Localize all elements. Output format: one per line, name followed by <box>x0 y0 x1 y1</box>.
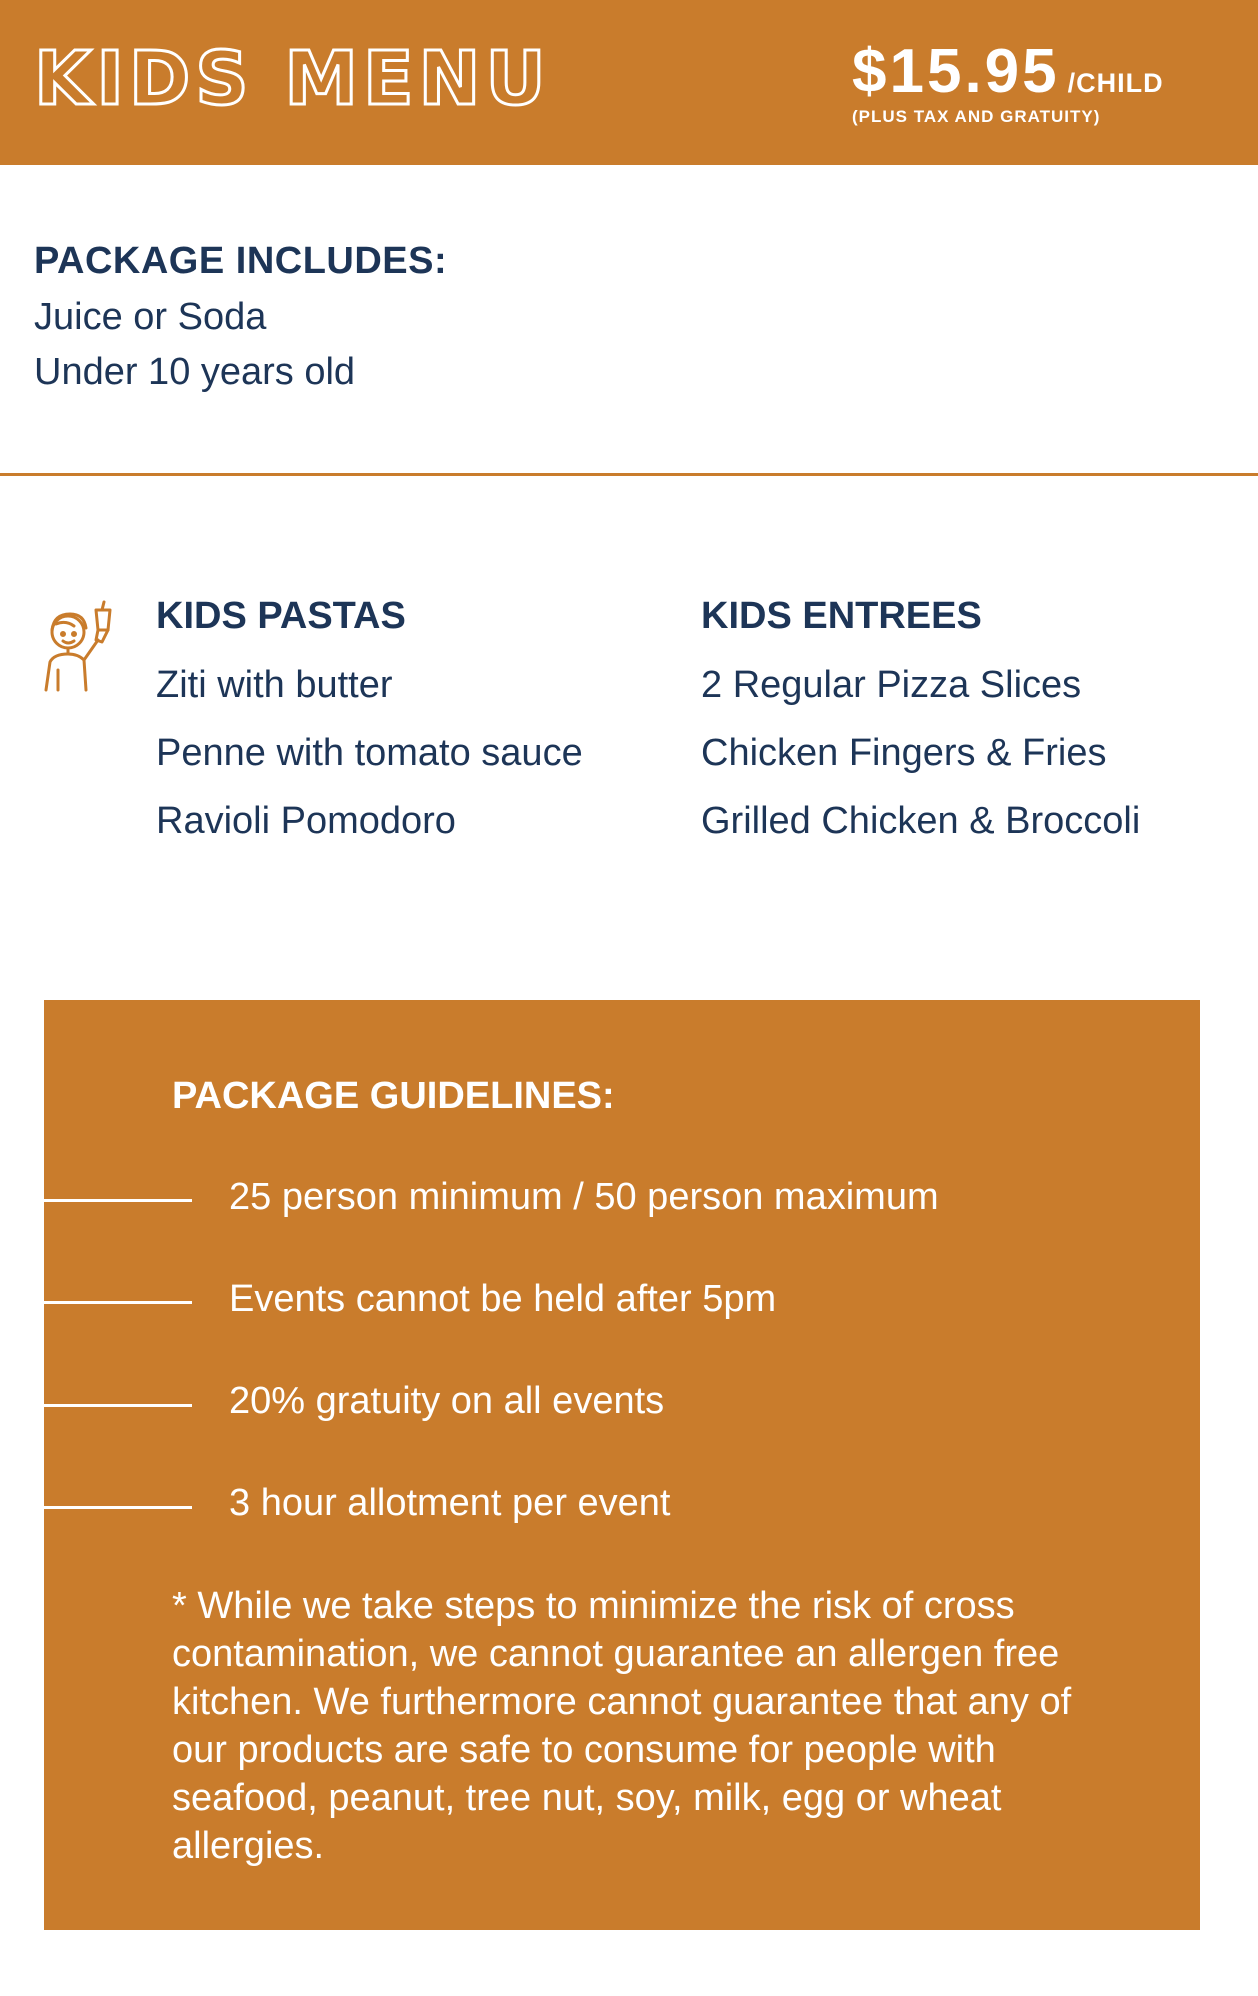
kids-pastas-title: KIDS PASTAS <box>156 595 406 637</box>
section-divider <box>0 473 1258 476</box>
guideline-rule <box>44 1506 192 1509</box>
guideline-item: 25 person minimum / 50 person maximum <box>229 1176 939 1218</box>
pasta-item: Ravioli Pomodoro <box>156 800 456 842</box>
price-block <box>852 36 1164 108</box>
kids-entrees-title: KIDS ENTREES <box>701 595 982 637</box>
guideline-item: Events cannot be held after 5pm <box>229 1278 777 1320</box>
entree-item: Chicken Fingers & Fries <box>701 732 1107 774</box>
package-item: Juice or Soda <box>34 296 267 338</box>
package-item: Under 10 years old <box>34 351 356 393</box>
guideline-rule <box>44 1301 192 1304</box>
guideline-item: 20% gratuity on all events <box>229 1380 665 1422</box>
price-unit: /CHILD <box>1067 68 1164 98</box>
header-bar <box>0 0 1258 165</box>
price-note: (PLUS TAX AND GRATUITY) <box>852 107 1101 126</box>
package-guidelines-title: PACKAGE GUIDELINES: <box>172 1075 615 1117</box>
page-title: KIDS MENU <box>34 36 551 122</box>
guideline-rule <box>44 1199 192 1202</box>
price: $15.95 <box>852 37 1060 106</box>
guideline-item: 3 hour allotment per event <box>229 1482 671 1524</box>
guideline-rule <box>44 1404 192 1407</box>
kid-holding-drink-icon <box>30 600 126 696</box>
allergen-disclaimer: * While we take steps to minimize the risk of cross contamination, we cannot guarantee an allergen free kitchen. We furthermore cannot guarantee that any of our products are safe to consume for people with seafood, peanut, tree nut, soy, milk, egg or wheat allergies. <box>172 1585 1072 1867</box>
entree-item: 2 Regular Pizza Slices <box>701 664 1082 706</box>
pasta-item: Ziti with butter <box>156 664 393 706</box>
entree-item: Grilled Chicken & Broccoli <box>701 800 1141 842</box>
package-includes-title: PACKAGE INCLUDES: <box>34 240 448 282</box>
pasta-item: Penne with tomato sauce <box>156 732 583 774</box>
